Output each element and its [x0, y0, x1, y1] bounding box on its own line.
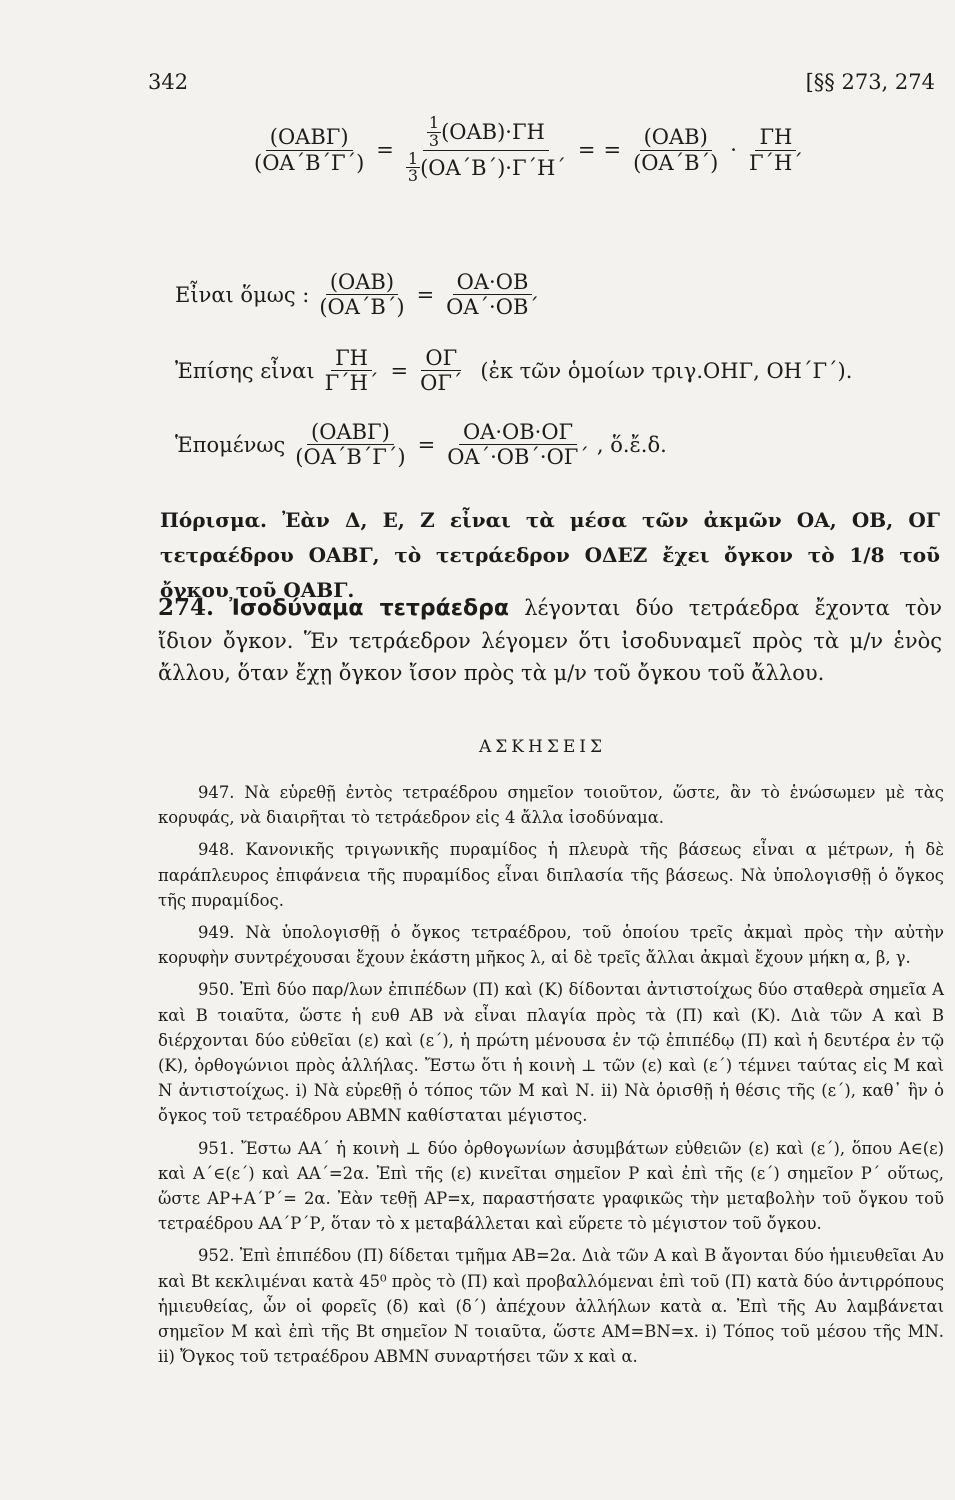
corollary-paragraph: Πόρισμα. Ἐὰν Δ, Ε, Ζ εἶναι τὰ μέσα τῶν ἀκμῶν ΟΑ, ΟΒ, ΟΓ τετραέδρου ΟΑΒΓ, τὸ τετράεδρον ΟΔΕΖ ἔχει ὄγκον τὸ 1/8 τοῦ ὄγκου τοῦ ΟΑΒΓ.	[160, 508, 940, 602]
equation-volume-ratio: $\frac{\text{(ΟΑΒΓ)}}{(OA΄B΄\Gamma΄)}$ = $\frac{1}{3}$ (ΟΑΒ)·ΓΗ $\frac{1}{3}$ (ΟΑ΄Β΄)·Γ΄Η΄ = = $\frac{\text{(ΟΑΒ)}}{(OA΄B΄)}$ · $\frac{\Gamma H}{\Gamma΄H΄}$	[250, 115, 807, 185]
section-reference: [§§ 273, 274	[805, 70, 935, 94]
equation-area-ratio: Εἶναι ὅμως : $\frac{\text{(ΟΑΒ)}}{(OA΄B΄)}$ = $\frac{OA\cdot OB}{OA΄\cdot OB΄}$	[175, 270, 539, 320]
defined-term: Ἰσοδύναμα τετράεδρα	[229, 596, 510, 621]
exercise-950: 950. Ἐπὶ δύο παρ/λων ἐπιπέδων (Π) καὶ (Κ) δίδονται ἀντιστοίχως δύο σταθερὰ σημεῖα Α καὶ Β τοιαῦτα, ὥστε ἡ ευθ ΑΒ νὰ εἶναι πλαγία πρὸς τὰ (Π) καὶ (Κ). Διὰ τῶν Α καὶ Β διέρχονται δύο εὐθεῖαι (ε) καὶ (ε΄), ἡ πρώτη μένουσα ἐν τῷ ἐπιπέδῳ (Π) καὶ ἡ δευτέρα ἐν τῷ (Κ), ὀρθογώνιοι πρὸς ἀλλήλας. Ἔστω ὅτι ἡ κοινὴ ⊥ τῶν (ε) καὶ (ε΄) τέμνει ταύτας εἰς Μ καὶ Ν ἀντιστοίχως. i) Νὰ εὑρεθῇ ὁ τόπος τῶν Μ καὶ Ν. ii) Νὰ ὁρισθῇ ἡ θέσις τῆς (ε΄), καθ᾽ ἣν ὁ ὄγκος τοῦ τετραέδρου ΑΒΜΝ καθίσταται μέγιστος.	[158, 980, 944, 1126]
exercise-947: 947. Νὰ εὑρεθῇ ἐντὸς τετραέδρου σημεῖον τοιοῦτον, ὥστε, ἂν τὸ ἑνώσωμεν μὲ τὰς κορυφάς, νὰ διαιρῆται τὸ τετράεδρον εἰς 4 ἄλλα ἰσοδύναμα.	[158, 783, 944, 828]
page-number: 342	[148, 70, 189, 94]
exercises-heading: ΑΣΚΗΣΕΙΣ	[479, 737, 606, 757]
equation-height-ratio: Ἐπίσης εἶναι $\frac{\Gamma H}{\Gamma΄H΄}$ = $\frac{O\Gamma}{O\Gamma΄}$ (ἐκ τῶν ὁμοίων τριγ.ΟΗΓ, ΟΗ΄Γ΄).	[175, 346, 853, 396]
exercise-952: 952. Ἐπὶ ἐπιπέδου (Π) δίδεται τμῆμα ΑΒ=2α. Διὰ τῶν Α καὶ Β ἄγονται δύο ἡμιευθεῖαι Αυ καὶ Βt κεκλιμέναι κατὰ 45⁰ πρὸς τὸ (Π) καὶ προβαλλόμεναι ἐπὶ τοῦ (Π) κατὰ δύο ἀντιρρόπους ἡμιευθείας, ὧν οἱ φορεῖς (δ) καὶ (δ΄) ἀπέχουν ἀλλήλων κατὰ α. Ἐπὶ τῆς Αυ λαμβάνεται σημεῖον Μ καὶ ἐπὶ τῆς Βt σημεῖον Ν τοιαῦτα, ὥστε ΑΜ=ΒΝ=x. i) Τόπος τοῦ μέσου τῆς ΜΝ. ii) Ὄγκος τοῦ τετραέδρου ΑΒΜΝ συναρτήσει τῶν x καὶ α.	[158, 1246, 944, 1367]
fraction-middle: $\frac{1}{3}$ (ΟΑΒ)·ΓΗ $\frac{1}{3}$ (ΟΑ΄Β΄)·Γ΄Η΄	[407, 113, 566, 186]
equation-conclusion: Ἑπομένως $\frac{\text{(ΟΑΒΓ)}}{(OA΄B΄\Gamma΄)}$ = $\frac{OA\cdot OB\cdot O\Gamma}{OA΄\cdot OB΄\cdot O\Gamma΄}$ , ὅ.ἔ.δ.	[175, 420, 667, 470]
exercises-list	[158, 780, 944, 1376]
exercise-951: 951. Ἔστω ΑΑ΄ ἡ κοινὴ ⊥ δύο ὀρθογωνίων ἀσυμβάτων εὐθειῶν (ε) καὶ (ε΄), ὅπου Α∈(ε) καὶ Α΄∈(ε΄) καὶ ΑΑ΄=2α. Ἐπὶ τῆς (ε) κινεῖται σημεῖον Ρ καὶ ἐπὶ τῆς (ε΄) σημεῖον Ρ΄ οὕτως, ὥστε ΑΡ+Α΄Ρ΄= 2α. Ἐὰν τεθῇ ΑΡ=x, παραστήσατε γραφικῶς τὴν μεταβολὴν τοῦ ὄγκου τοῦ τετραέδρου ΑΑ΄Ρ΄Ρ, ὅταν τὸ x μεταβάλλεται καὶ εὕρετε τὸ μέγιστον τοῦ ὄγκου.	[158, 1138, 944, 1234]
fraction-height-ratio: $\frac{\Gamma H}{\Gamma΄H΄}$	[748, 125, 803, 175]
fraction-area-ratio: $\frac{\text{(ΟΑΒ)}}{(OA΄B΄)}$	[633, 125, 719, 175]
section-text: λέγονται δύο τετράεδρα ἔχοντα τὸν ἴδιον ὄγκον. Ἕν τετράεδρον λέγομεν ὅτι ἰσοδυναμεῖ πρὸς τὰ μ/ν ἑνὸς ἄλλου, ὅταν ἔχῃ ὄγκον ἴσον πρὸς τὰ μ/ν τοῦ ὄγκου τοῦ ἄλλου.	[158, 596, 943, 685]
exercise-949: 949. Νὰ ὑπολογισθῇ ὁ ὄγκος τετραέδρου, τοῦ ὁποίου τρεῖς ἀκμαὶ πρὸς τὴν αὐτὴν κορυφὴν συντρέχουσαι ἔχουν ἑκάστη μῆκος λ, αἱ δὲ τρεῖς ἄλλαι ἀκμαὶ ἔχουν μήκη α, β, γ.	[158, 923, 944, 968]
fraction-lhs: $\frac{\text{(ΟΑΒΓ)}}{(OA΄B΄\Gamma΄)}$	[254, 125, 365, 175]
section-274-paragraph	[158, 592, 942, 689]
exercise-948: 948. Κανονικῆς τριγωνικῆς πυραμίδος ἡ πλευρὰ τῆς βάσεως εἶναι α μέτρων, ἡ δὲ παράπλευρος ἐπιφάνεια τῆς πυραμίδος εἶναι διπλασία τῆς βάσεως. Νὰ ὑπολογισθῇ ὁ ὄγκος τῆς πυραμίδος.	[158, 840, 944, 910]
section-number: 274.	[158, 594, 215, 621]
